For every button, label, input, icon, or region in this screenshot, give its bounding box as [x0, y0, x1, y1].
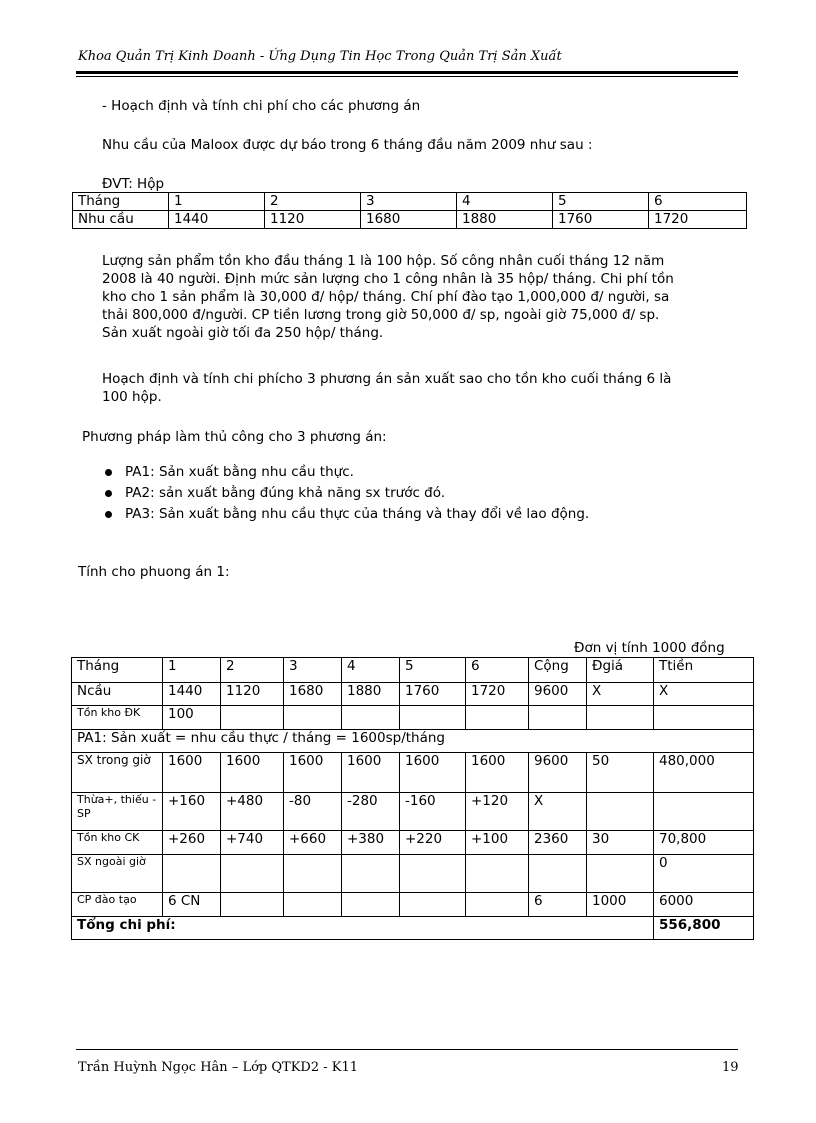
table-cell: 9600 — [529, 753, 587, 793]
table-cell: 3 — [284, 658, 342, 683]
header-rule-thick — [76, 71, 738, 74]
table-cell: 1680 — [361, 211, 457, 229]
footer-author: Trần Huỳnh Ngọc Hân – Lớp QTKD2 - K11 — [78, 1060, 359, 1075]
table-cell: 5 — [553, 193, 649, 211]
table-cell — [342, 893, 400, 917]
table-cell: 1760 — [400, 683, 466, 706]
table-cell: 4 — [457, 193, 553, 211]
text-line: Hoạch định và tính chi phícho 3 phương án sản xuất sao cho tồn kho cuối tháng 6 là — [102, 371, 672, 387]
table-cell: X — [529, 793, 587, 831]
table-cell: +260 — [163, 831, 221, 855]
demand-table — [72, 192, 747, 229]
paragraph-plan — [102, 370, 742, 406]
header-rule-thin — [76, 76, 738, 77]
table-cell — [529, 706, 587, 730]
table-cell: 1000 — [587, 893, 654, 917]
table-cell: 1 — [169, 193, 265, 211]
table-cell — [466, 706, 529, 730]
table-row — [72, 793, 754, 831]
table-cell: +740 — [221, 831, 284, 855]
text-line: Sản xuất ngoài giờ tối đa 250 hộp/ tháng. — [102, 325, 384, 341]
table-cell: CP đào tạo — [72, 893, 163, 917]
table-cell: 1600 — [284, 753, 342, 793]
table-cell: Nhu cầu — [73, 211, 169, 229]
table-cell: Ncầu — [72, 683, 163, 706]
table-cell: 2360 — [529, 831, 587, 855]
table-cell: +220 — [400, 831, 466, 855]
table-cell: 1720 — [649, 211, 747, 229]
table-cell: 1600 — [163, 753, 221, 793]
text-line: kho cho 1 sản phẩm là 30,000 đ/ hộp/ tháng. Chí phí đào tạo 1,000,000 đ/ người, sa — [102, 289, 670, 305]
table-cell: 1 — [163, 658, 221, 683]
table-cell: 1440 — [163, 683, 221, 706]
table-cell: 1880 — [457, 211, 553, 229]
bullet-icon — [105, 469, 112, 476]
table-cell — [529, 855, 587, 893]
table-cell: 1880 — [342, 683, 400, 706]
table-cell — [284, 855, 342, 893]
paragraph-inventory — [102, 252, 742, 342]
table-cell: +380 — [342, 831, 400, 855]
table-cell: 2 — [265, 193, 361, 211]
table-cell: -160 — [400, 793, 466, 831]
table-cell: Thừa+, thiếu - SP — [72, 793, 163, 831]
total-value: 556,800 — [654, 917, 754, 940]
table-row — [72, 831, 754, 855]
table-cell — [587, 706, 654, 730]
table-cell — [400, 893, 466, 917]
text-line: 2008 là 40 người. Định mức sản lượng cho 1 công nhân là 35 hộp/ tháng. Chi phí tồn — [102, 271, 674, 287]
table-cell: 1600 — [400, 753, 466, 793]
table-cell: PA1: Sản xuất = nhu cầu thực / tháng = 1600sp/tháng — [72, 730, 754, 753]
options-list — [105, 462, 589, 525]
table-cell: -80 — [284, 793, 342, 831]
table-cell: +100 — [466, 831, 529, 855]
table-cell: 50 — [587, 753, 654, 793]
table-cell — [654, 793, 754, 831]
table-cell: 1440 — [169, 211, 265, 229]
table-cell — [221, 855, 284, 893]
table-cell: 1600 — [342, 753, 400, 793]
table-row — [72, 753, 754, 793]
table-row — [72, 730, 754, 753]
table-cell: Đgiá — [587, 658, 654, 683]
table-cell: 6 — [649, 193, 747, 211]
demand-row-values — [73, 211, 747, 229]
table-cell: 1600 — [466, 753, 529, 793]
table-cell: +160 — [163, 793, 221, 831]
table-row — [72, 855, 754, 893]
table-cell — [163, 855, 221, 893]
table-cell: 1120 — [265, 211, 361, 229]
text-line: 100 hộp. — [102, 389, 162, 405]
table-cell — [221, 893, 284, 917]
unit-label: ĐVT: Hộp — [102, 176, 165, 192]
table-cell: Tồn kho ĐK — [72, 706, 163, 730]
table-row — [72, 683, 754, 706]
table-cell: 1600 — [221, 753, 284, 793]
demand-row-month — [73, 193, 747, 211]
intro-line-2: Nhu cầu của Maloox được dự báo trong 6 tháng đầu năm 2009 như sau : — [102, 137, 593, 153]
table-cell: 30 — [587, 831, 654, 855]
table-cell — [400, 706, 466, 730]
table-row — [72, 893, 754, 917]
list-item: PA3: Sản xuất bằng nhu cầu thực của tháng và thay đổi về lao động. — [105, 504, 589, 525]
page-header: Khoa Quản Trị Kinh Doanh - Ứng Dụng Tin Học Trong Quản Trị Sản Xuất — [78, 49, 562, 64]
table-row — [72, 658, 754, 683]
table-cell: 70,800 — [654, 831, 754, 855]
table-cell: Tồn kho CK — [72, 831, 163, 855]
table-cell — [587, 793, 654, 831]
intro-line-1: - Hoạch định và tính chi phí cho các phương án — [102, 98, 421, 114]
table-cell: 9600 — [529, 683, 587, 706]
table-cell: 2 — [221, 658, 284, 683]
plan-table — [71, 657, 754, 940]
table-cell: 6 — [466, 658, 529, 683]
total-label: Tổng chi phí: — [72, 917, 654, 940]
table-cell: 1680 — [284, 683, 342, 706]
method-title: Phương pháp làm thủ công cho 3 phương án: — [82, 429, 387, 445]
table-cell: Cộng — [529, 658, 587, 683]
table-cell: X — [587, 683, 654, 706]
calc-title: Tính cho phuong án 1: — [78, 564, 230, 580]
bullet-icon — [105, 490, 112, 497]
table-cell: 4 — [342, 658, 400, 683]
unit-note: Đơn vị tính 1000 đồng — [574, 640, 725, 656]
table-cell: 6 CN — [163, 893, 221, 917]
table-cell: SX trong giờ — [72, 753, 163, 793]
table-cell: 100 — [163, 706, 221, 730]
table-cell — [466, 855, 529, 893]
table-cell: Tháng — [73, 193, 169, 211]
table-cell: 1720 — [466, 683, 529, 706]
table-cell: 1120 — [221, 683, 284, 706]
table-cell — [654, 706, 754, 730]
list-item: PA2: sản xuất bằng đúng khả năng sx trước đó. — [105, 483, 589, 504]
bullet-icon — [105, 511, 112, 518]
table-cell: +660 — [284, 831, 342, 855]
table-cell: SX ngoài giờ — [72, 855, 163, 893]
text-line: Lượng sản phẩm tồn kho đầu tháng 1 là 100 hộp. Số công nhân cuối tháng 12 năm — [102, 253, 665, 269]
table-cell — [342, 855, 400, 893]
table-cell — [221, 706, 284, 730]
table-row — [72, 706, 754, 730]
table-cell: Ttiền — [654, 658, 754, 683]
page-number: 19 — [722, 1060, 739, 1075]
table-cell: 1760 — [553, 211, 649, 229]
footer-rule — [76, 1049, 738, 1050]
table-cell — [284, 893, 342, 917]
table-cell: +480 — [221, 793, 284, 831]
table-cell: +120 — [466, 793, 529, 831]
table-cell: 6000 — [654, 893, 754, 917]
table-cell: Tháng — [72, 658, 163, 683]
table-cell: X — [654, 683, 754, 706]
table-cell — [284, 706, 342, 730]
table-row-total — [72, 917, 754, 940]
table-cell — [400, 855, 466, 893]
table-cell: 6 — [529, 893, 587, 917]
table-cell — [587, 855, 654, 893]
text-line: thải 800,000 đ/người. CP tiền lương trong giờ 50,000 đ/ sp, ngoài giờ 75,000 đ/ sp. — [102, 307, 660, 323]
table-cell: 5 — [400, 658, 466, 683]
list-item: PA1: Sản xuất bằng nhu cầu thực. — [105, 462, 589, 483]
table-cell — [466, 893, 529, 917]
table-cell: 480,000 — [654, 753, 754, 793]
table-cell: -280 — [342, 793, 400, 831]
table-cell: 3 — [361, 193, 457, 211]
table-cell — [342, 706, 400, 730]
table-cell: 0 — [654, 855, 754, 893]
